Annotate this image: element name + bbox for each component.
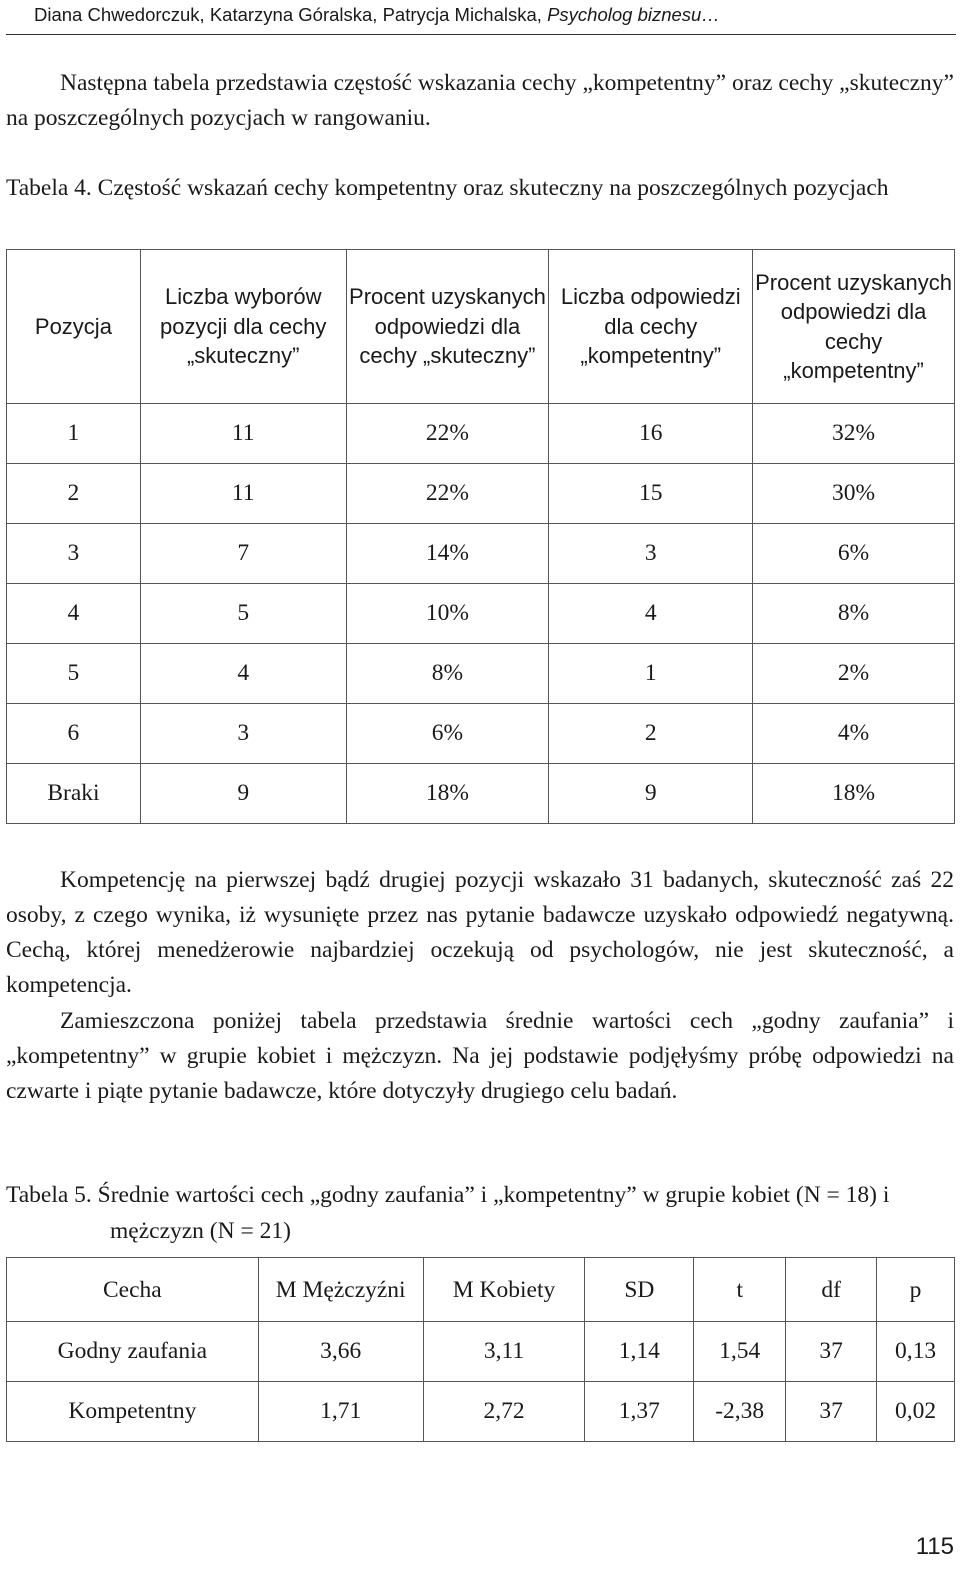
table-cell: 37 xyxy=(786,1322,877,1382)
header-book-title: Psycholog biznesu… xyxy=(547,4,720,25)
table-5 xyxy=(6,1257,955,1442)
table-cell: 1,54 xyxy=(694,1322,786,1382)
table5-header-cell: df xyxy=(786,1258,877,1322)
table-cell: 11 xyxy=(140,404,346,464)
table-cell: 3 xyxy=(140,704,346,764)
table4-header-cell: Liczba odpowiedzi dla cechy „kompetentny” xyxy=(549,250,753,404)
table4-header-row xyxy=(7,250,955,404)
table-cell: 18% xyxy=(753,764,955,824)
table-cell: 6 xyxy=(7,704,141,764)
table-cell: 2 xyxy=(549,704,753,764)
table5-header-cell: M Mężczyźni xyxy=(258,1258,423,1322)
table-row xyxy=(7,1322,955,1382)
table-cell: 4 xyxy=(549,584,753,644)
table-cell: 30% xyxy=(753,464,955,524)
table-cell: 7 xyxy=(140,524,346,584)
table4-header-cell: Liczba wyborów pozycji dla cechy „skuteczny” xyxy=(140,250,346,404)
paragraph-3: Zamieszczona poniżej tabela przedstawia średnie wartości cech „godny zaufania” i „kompetentny” w grupie kobiet i mężczyzn. Na jej podstawie podjęłyśmy próbę odpowiedzi na czwarte i piąte pytanie badawcze, które dotyczyły drugiego celu badań. xyxy=(6,1008,954,1104)
table-cell: 9 xyxy=(549,764,753,824)
table-cell: 0,13 xyxy=(877,1322,955,1382)
table-row xyxy=(7,524,955,584)
table-cell: 5 xyxy=(140,584,346,644)
header-rule xyxy=(6,34,956,35)
table-cell: Kompetentny xyxy=(7,1382,259,1442)
table-cell: 2 xyxy=(7,464,141,524)
table-cell: 1 xyxy=(549,644,753,704)
table-cell: 1,14 xyxy=(585,1322,694,1382)
running-header xyxy=(34,0,954,36)
table-cell: 1 xyxy=(7,404,141,464)
table-cell: Godny zaufania xyxy=(7,1322,259,1382)
table5-header-cell: p xyxy=(877,1258,955,1322)
table-cell: 22% xyxy=(346,464,549,524)
table-cell: Braki xyxy=(7,764,141,824)
table-row xyxy=(7,644,955,704)
table5-caption: Tabela 5. Średnie wartości cech „godny zaufania” i „kompetentny” w grupie kobiet (N = 18) i mężczyzn (N = 21) xyxy=(6,1182,890,1244)
table-cell: 3,66 xyxy=(258,1322,423,1382)
table-cell: 1,37 xyxy=(585,1382,694,1442)
table-cell: 4 xyxy=(7,584,141,644)
table5-header-cell: M Kobiety xyxy=(423,1258,585,1322)
table5-header-cell: SD xyxy=(585,1258,694,1322)
table-row xyxy=(7,464,955,524)
table4-header-cell: Pozycja xyxy=(7,250,141,404)
table-cell: 3 xyxy=(7,524,141,584)
paragraph-2: Kompetencję na pierwszej bądź drugiej pozycji wskazało 31 badanych, skuteczność zaś 22 osoby, z czego wynika, iż wysunięte przez nas pytanie badawcze uzyskało odpowiedź negatywną. Cechą, której menedżerowie najbardziej oczekują od psychologów, nie jest skuteczność, a kompetencja. xyxy=(6,867,954,998)
header-authors: Diana Chwedorczuk, Katarzyna Góralska, Patrycja Michalska, xyxy=(34,4,542,25)
table-cell: 8% xyxy=(753,584,955,644)
table-cell: 4 xyxy=(140,644,346,704)
table-cell: 9 xyxy=(140,764,346,824)
table-cell: 5 xyxy=(7,644,141,704)
table-cell: 8% xyxy=(346,644,549,704)
table-cell: 1,71 xyxy=(258,1382,423,1442)
table-cell: 6% xyxy=(346,704,549,764)
table4-header-cell: Procent uzyskanych odpowiedzi dla cechy „kompetentny” xyxy=(753,250,955,404)
table-cell: 15 xyxy=(549,464,753,524)
table5-header-row xyxy=(7,1258,955,1322)
intro-paragraph: Następna tabela przedstawia częstość wskazania cechy „kompetentny” oraz cechy „skuteczny” na poszczególnych pozycjach w rangowaniu. xyxy=(6,70,954,131)
table4-caption: Tabela 4. Częstość wskazań cechy kompetentny oraz skuteczny na poszczególnych pozycjach xyxy=(6,175,889,201)
table4-header-cell: Procent uzyskanych odpowiedzi dla cechy „skuteczny” xyxy=(346,250,549,404)
table-row xyxy=(7,1382,955,1442)
table-cell: 32% xyxy=(753,404,955,464)
table-cell: 10% xyxy=(346,584,549,644)
table-row xyxy=(7,404,955,464)
table5-header-cell: t xyxy=(694,1258,786,1322)
table-cell: 14% xyxy=(346,524,549,584)
table-row xyxy=(7,764,955,824)
table-4 xyxy=(6,249,955,824)
table-cell: 3 xyxy=(549,524,753,584)
table-cell: 2,72 xyxy=(423,1382,585,1442)
table-cell: -2,38 xyxy=(694,1382,786,1442)
table-cell: 11 xyxy=(140,464,346,524)
table5-header-cell: Cecha xyxy=(7,1258,259,1322)
table-cell: 37 xyxy=(786,1382,877,1442)
page-number: 115 xyxy=(915,1533,954,1560)
table-cell: 22% xyxy=(346,404,549,464)
table-cell: 2% xyxy=(753,644,955,704)
table-cell: 4% xyxy=(753,704,955,764)
table-cell: 0,02 xyxy=(877,1382,955,1442)
table-row xyxy=(7,584,955,644)
table-cell: 16 xyxy=(549,404,753,464)
table-cell: 6% xyxy=(753,524,955,584)
table-cell: 3,11 xyxy=(423,1322,585,1382)
table-cell: 18% xyxy=(346,764,549,824)
table-row xyxy=(7,704,955,764)
